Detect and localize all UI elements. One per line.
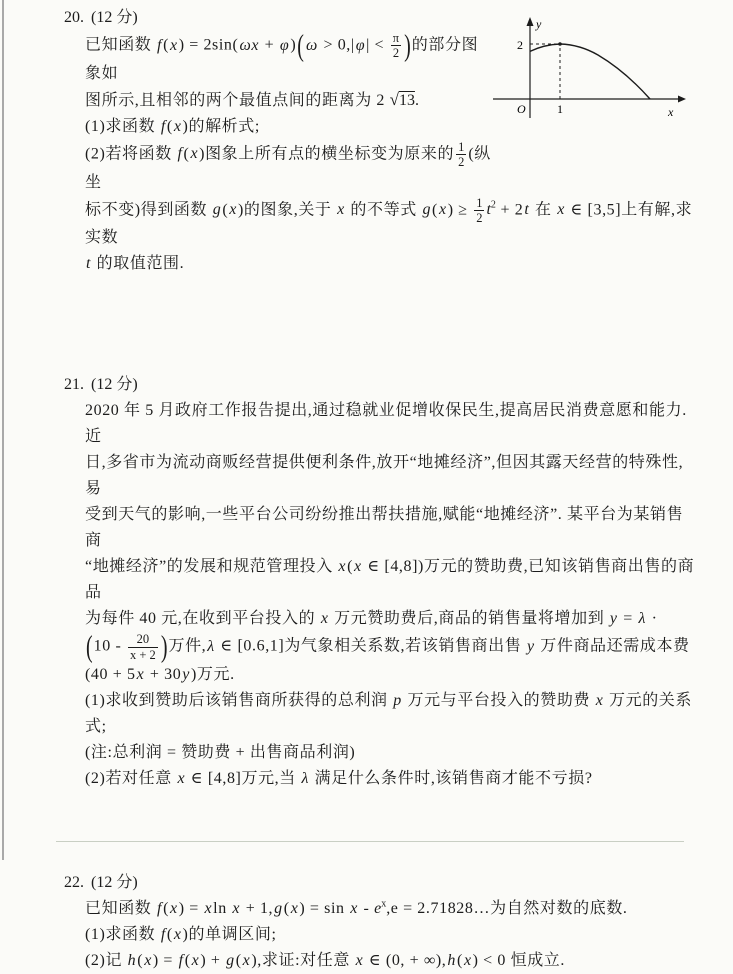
math-variable: λ <box>207 637 215 655</box>
problem-line <box>85 662 699 688</box>
problem-line <box>85 740 699 766</box>
text-run: )图象上所有点的横坐标变为原来的 <box>199 145 455 163</box>
fraction-numerator: 1 <box>458 139 465 154</box>
text-run: 的不等式 <box>345 201 422 219</box>
y-axis-arrow <box>527 17 534 26</box>
text-run: ∈ [3,5]上有解,求实数 <box>85 201 693 247</box>
text-run: ( <box>163 36 169 54</box>
power-expression <box>486 201 495 218</box>
text-run: 图所示,且相邻的两个最值点间的距离为 2 <box>85 91 390 109</box>
math-variable: x <box>232 900 241 917</box>
text-run: ( <box>222 201 229 219</box>
text-run: 受到天气的影响,一些平台公司纷纷推出帮扶措施,赋能“地摊经济”. 某平台为某销售商 <box>85 506 684 550</box>
text-run: ( <box>184 952 191 969</box>
problem-22-body <box>64 896 699 974</box>
power-base: e <box>374 900 382 917</box>
math-variable: g <box>422 201 432 219</box>
text-run: ∈ [4,8]万元,当 <box>186 770 301 787</box>
text-run: 万件, <box>168 637 207 655</box>
math-variable: λ <box>638 610 646 628</box>
text-run: 已知函数 <box>85 900 157 917</box>
math-variable: x <box>191 952 200 969</box>
math-variable: x <box>463 952 472 969</box>
text-run: ( <box>457 952 463 969</box>
text-run: ) = sin <box>299 900 350 917</box>
power-base: t <box>486 201 491 219</box>
math-variable: y <box>526 637 535 655</box>
text-run: ) <box>290 36 297 54</box>
text-run: ) = <box>152 952 178 969</box>
text-run: ( <box>432 201 438 219</box>
text-run: ( <box>163 900 169 917</box>
text-run: + <box>260 36 279 54</box>
problem-21 <box>0 372 733 792</box>
text-run: ( <box>166 117 173 135</box>
fraction-numerator: π <box>392 31 400 45</box>
text-run: + 2 <box>495 201 524 219</box>
big-parenthesis: ( <box>297 28 304 63</box>
math-variable: x <box>173 117 182 135</box>
problem-line <box>85 630 699 665</box>
math-variable: φ <box>355 36 366 54</box>
math-variable: x <box>354 558 362 576</box>
fraction-denominator: 2 <box>391 45 401 60</box>
problem-line <box>85 450 699 502</box>
text-run: (2)若对任意 <box>85 770 177 787</box>
problem-line <box>85 140 493 196</box>
function-graph <box>490 14 690 122</box>
text-run: 满足什么条件时,该销售商才能不亏损? <box>310 770 593 787</box>
problem-points: (12 分) <box>91 9 138 26</box>
text-run: = <box>618 610 638 628</box>
math-variable: x <box>290 900 299 917</box>
problem-22-header <box>64 870 699 896</box>
text-run: ln <box>213 900 232 917</box>
math-variable: x <box>557 201 565 219</box>
text-run: ,e = 2.71828…为自然对数的底数. <box>386 900 628 917</box>
text-run: | < <box>366 36 389 54</box>
math-variable: x <box>170 36 178 54</box>
big-parenthesis: ( <box>86 630 93 665</box>
math-variable: x <box>170 900 178 917</box>
math-variable: t <box>524 201 530 219</box>
power-exponent: x <box>381 898 387 910</box>
math-variable: h <box>127 952 137 969</box>
text-run: ∈ (0, + ∞), <box>364 952 447 969</box>
text-run: (1)求收到赞助后该销售商所获得的总利润 <box>85 692 393 709</box>
x-axis-arrow <box>678 96 686 103</box>
text-run: · <box>646 610 658 628</box>
text-run: ) ≥ <box>447 201 473 219</box>
math-variable: f <box>178 952 184 969</box>
fraction <box>128 632 158 662</box>
text-run: (1)求函数 <box>85 117 160 135</box>
text-run: ( <box>166 926 173 943</box>
math-variable: p <box>393 692 402 709</box>
text-run: )万元. <box>191 666 235 683</box>
problem-line <box>85 196 699 252</box>
text-run: ∈ [4,8])万元的赞助费,已知该销售商出售的商品 <box>85 558 695 602</box>
problem-number: 21. <box>64 376 84 394</box>
math-variable: f <box>160 117 166 135</box>
text-run: (2)记 <box>85 952 127 969</box>
math-variable: h <box>447 952 457 969</box>
fraction <box>474 196 484 226</box>
text-run: 10 - <box>93 637 126 655</box>
text-run: 标不变)得到函数 <box>85 201 212 219</box>
radical <box>389 89 415 109</box>
math-variable: x <box>190 145 199 163</box>
text-run: 万元与平台投入的赞助费 <box>402 692 595 709</box>
fraction <box>391 31 401 61</box>
math-variable: y <box>182 666 190 683</box>
bottom-rule <box>56 841 684 842</box>
text-run: ) = 2sin( <box>178 36 239 54</box>
text-run: 在 <box>530 201 557 219</box>
math-variable: x <box>350 900 358 917</box>
fraction-numerator: 20 <box>136 632 150 647</box>
radicand: 13 <box>398 91 415 109</box>
problem-points: (12 分) <box>91 874 138 891</box>
text-run: - <box>358 900 375 917</box>
problem-points: (12 分) <box>91 376 138 394</box>
text-run: )的图象,关于 <box>237 201 337 219</box>
problem-line <box>85 688 699 740</box>
fraction-denominator: x + 2 <box>130 647 156 662</box>
problem-number: 20. <box>64 9 84 26</box>
math-variable: f <box>160 926 166 943</box>
math-variable: x <box>438 201 447 219</box>
problem-line <box>85 87 493 114</box>
math-variable: f <box>157 36 163 54</box>
problem-line <box>85 502 699 554</box>
fraction-denominator: 2 <box>476 210 483 225</box>
problem-number: 22. <box>64 874 84 891</box>
text-run: + 1, <box>241 900 274 917</box>
big-parenthesis: ) <box>404 28 411 63</box>
big-parenthesis: ) <box>160 630 168 665</box>
math-variable: x <box>242 952 251 969</box>
math-variable: ωx <box>239 36 260 54</box>
math-variable: λ <box>301 770 310 787</box>
problem-line <box>85 896 699 922</box>
math-variable: g <box>274 900 283 917</box>
problem-22 <box>0 870 733 974</box>
text-run: ( <box>283 900 290 917</box>
sine-curve <box>530 44 650 99</box>
text-run: > 0,| <box>318 36 355 54</box>
math-variable: x <box>229 201 237 219</box>
problem-21-body <box>64 398 699 792</box>
text-run: (纵坐 <box>85 145 491 191</box>
text-run: )的解析式; <box>182 117 260 135</box>
text-run: 日,多省市为流动商贩经营提供便利条件,放开“地摊经济”,但因其露天经营的特殊性,易 <box>85 454 684 498</box>
text-run: (注:总利润 = 赞助费 + 出售商品利润) <box>85 744 356 761</box>
math-variable: x <box>177 770 186 787</box>
power-expression <box>374 900 386 917</box>
text-run: )的单调区间; <box>182 926 277 943</box>
text-run: ),求证:对任意 <box>251 952 355 969</box>
math-variable: y <box>609 610 618 628</box>
text-run: 万元的关系式; <box>85 692 692 735</box>
text-run: (2)若将函数 <box>85 145 177 163</box>
math-variable: x <box>338 558 347 576</box>
text-run: . <box>414 91 420 109</box>
text-run: ∈ [0.6,1]为气象相关系数,若该销售商出售 <box>215 637 526 655</box>
math-variable: f <box>177 145 183 163</box>
math-variable: x <box>144 952 152 969</box>
problem-line <box>85 114 493 140</box>
math-variable: x <box>136 666 145 683</box>
text-run: (40 + 5 <box>85 666 136 683</box>
problem-21-header <box>64 372 699 398</box>
math-variable: x <box>320 610 329 628</box>
math-variable: ω <box>305 36 318 54</box>
math-variable: t <box>86 255 92 273</box>
math-variable: g <box>226 952 235 969</box>
problem-line <box>85 948 699 974</box>
problem-line <box>85 251 699 277</box>
text-run: + 30 <box>145 666 182 683</box>
text-run: ) = <box>178 900 204 917</box>
fraction-denominator: 2 <box>458 155 465 170</box>
math-variable: x <box>595 692 604 709</box>
text-run: ( <box>183 145 190 163</box>
x-axis-label: x <box>668 105 674 119</box>
text-run: 的取值范围. <box>92 255 185 273</box>
fraction <box>456 140 466 170</box>
text-run: (1)求函数 <box>85 926 160 943</box>
text-run: 已知函数 <box>85 36 157 54</box>
math-variable: x <box>173 926 182 943</box>
text-run: 的部分图象如 <box>85 36 479 82</box>
math-variable: x <box>337 201 345 219</box>
text-run: “地摊经济”的发展和规范管理投入 <box>85 558 338 576</box>
x-tick-label: 1 <box>557 102 563 116</box>
math-variable: x <box>204 900 213 917</box>
math-variable: φ <box>279 36 290 54</box>
text-run: 万件商品还需成本费 <box>535 637 690 655</box>
math-variable: f <box>157 900 163 917</box>
text-run: ) < 0 恒成立. <box>472 952 566 969</box>
text-run: 万元赞助费后,商品的销售量将增加到 <box>329 610 609 628</box>
power-exponent: 2 <box>490 199 496 211</box>
text-run: ( <box>235 952 242 969</box>
origin-label: O <box>517 102 526 116</box>
y-tick-label: 2 <box>517 38 523 52</box>
problem-line <box>85 606 699 632</box>
problem-line <box>85 28 493 87</box>
problem-line <box>85 922 699 948</box>
text-run: ) + <box>200 952 226 969</box>
problem-line <box>85 398 699 450</box>
problem-line <box>85 554 699 606</box>
radical-sign: √ <box>389 89 399 109</box>
math-variable: x <box>355 952 364 969</box>
text-run: 为每件 40 元,在收到平台投入的 <box>85 610 320 628</box>
text-run: ( <box>137 952 144 969</box>
math-variable: g <box>212 201 222 219</box>
function-graph-figure <box>490 14 690 122</box>
problem-line <box>85 766 699 792</box>
fraction-numerator: 1 <box>476 195 483 210</box>
text-run: ( <box>347 558 354 576</box>
y-axis-label: y <box>536 17 542 31</box>
text-run: 2020 年 5 月政府工作报告提出,通过稳就业促增收保民生,提高居民消费意愿和能力. 近 <box>85 402 687 446</box>
